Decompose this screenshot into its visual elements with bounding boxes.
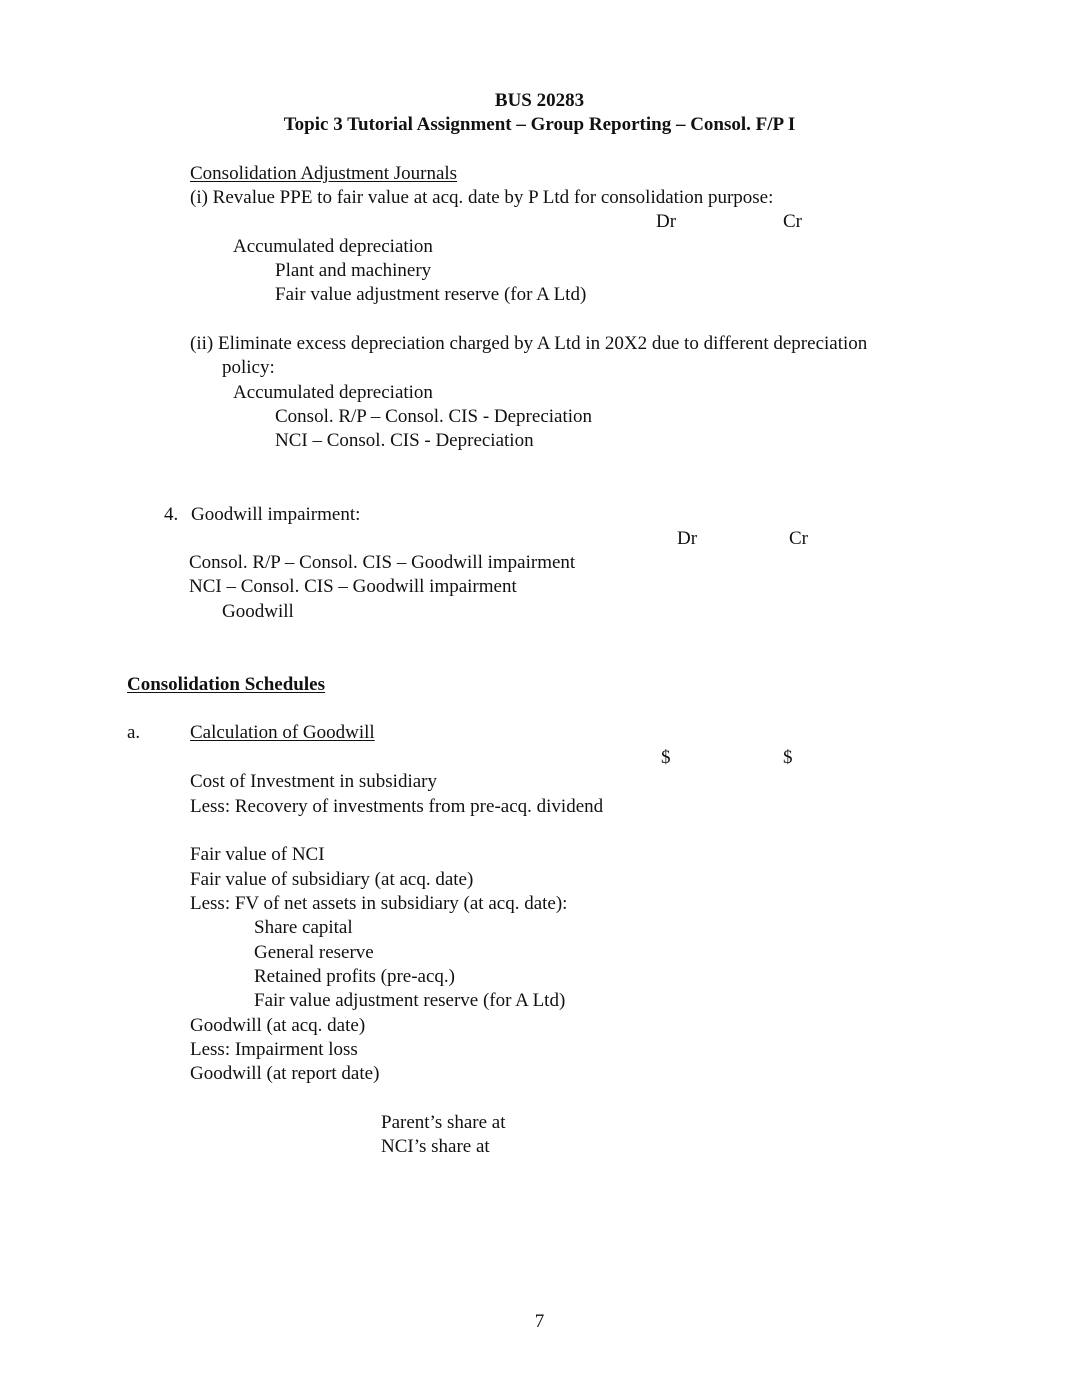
goodwill-impairment-dr-label: Dr [677,528,698,549]
goodwill-calc-line: Goodwill (at acq. date) [190,1015,366,1036]
goodwill-calc-letter: a. [127,722,141,743]
journal-ii-line: NCI – Consol. CIS - Depreciation [275,430,534,451]
journal-i-description: (i) Revalue PPE to fair value at acq. date by P Ltd for consolidation purpose: [190,187,774,208]
journal-ii-line: Consol. R/P – Consol. CIS - Depreciation [275,406,593,427]
goodwill-calc-line: Fair value of NCI [190,844,325,865]
goodwill-impairment-title: Goodwill impairment: [191,504,361,525]
goodwill-calc-col2-label: $ [783,747,793,768]
goodwill-impairment-cr-label: Cr [789,528,808,549]
goodwill-calc-line: Less: Recovery of investments from pre-acq. dividend [190,796,604,817]
journal-i-line: Accumulated depreciation [233,236,433,257]
goodwill-calc-line: Cost of Investment in subsidiary [190,771,437,792]
course-code: BUS 20283 [494,90,585,111]
goodwill-calc-line: Fair value of subsidiary (at acq. date) [190,869,474,890]
goodwill-impairment-line: Consol. R/P – Consol. CIS – Goodwill impairment [189,552,576,573]
nci-share-line: NCI’s share at [381,1136,490,1157]
journal-i-line: Plant and machinery [275,260,432,281]
goodwill-calc-col1-label: $ [661,747,671,768]
journal-i-cr-label: Cr [783,211,802,232]
journal-ii-description-cont: policy: [222,357,275,378]
goodwill-impairment-line: NCI – Consol. CIS – Goodwill impairment [189,576,517,597]
page-number: 7 [534,1311,545,1332]
goodwill-calc-line: General reserve [254,942,374,963]
goodwill-calc-line: Retained profits (pre-acq.) [254,966,455,987]
journal-ii-line: Accumulated depreciation [233,382,433,403]
schedules-heading: Consolidation Schedules [127,674,325,695]
goodwill-calc-line: Share capital [254,917,353,938]
parent-share-line: Parent’s share at [381,1112,506,1133]
goodwill-calc-line: Less: Impairment loss [190,1039,358,1060]
goodwill-impairment-number: 4. [164,504,179,525]
journal-ii-description: (ii) Eliminate excess depreciation charged by A Ltd in 20X2 due to different depreciation [190,333,868,354]
journal-i-dr-label: Dr [656,211,677,232]
adjustment-journals-heading: Consolidation Adjustment Journals [190,163,458,184]
goodwill-calc-line: Fair value adjustment reserve (for A Ltd) [254,990,566,1011]
goodwill-calc-title: Calculation of Goodwill [190,722,375,743]
goodwill-calc-line: Less: FV of net assets in subsidiary (at acq. date): [190,893,568,914]
goodwill-calc-line: Goodwill (at report date) [190,1063,380,1084]
journal-i-line: Fair value adjustment reserve (for A Ltd) [275,284,587,305]
page-title: Topic 3 Tutorial Assignment – Group Reporting – Consol. F/P I [283,114,796,135]
goodwill-impairment-line: Goodwill [222,601,294,622]
